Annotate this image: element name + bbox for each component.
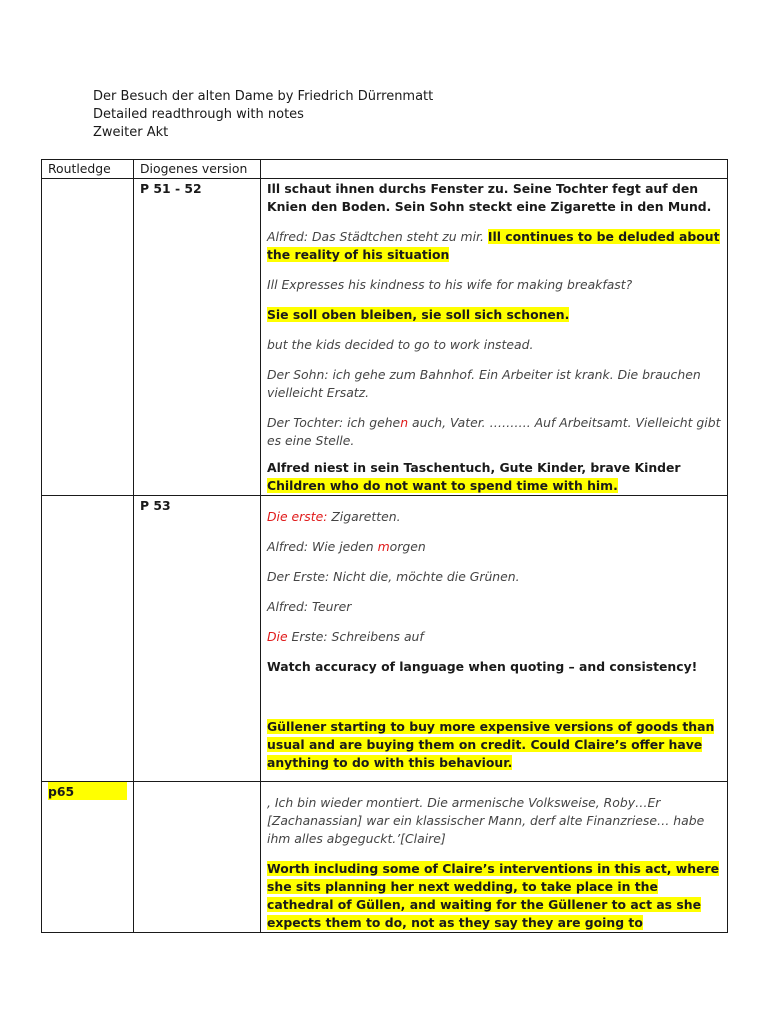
note-paragraph: Der Sohn: ich gehe zum Bahnhof. Ein Arbeiter ist krank. Die brauchen vielleicht Ersatz. <box>267 367 701 400</box>
diogenes-cell <box>134 496 261 782</box>
routledge-cell <box>42 782 134 933</box>
correction-mark: Die erste: <box>267 509 328 524</box>
routledge-cell <box>42 179 134 496</box>
correction-mark: n <box>400 415 409 430</box>
diogenes-cell <box>134 179 261 496</box>
notes-cell <box>261 496 728 782</box>
note-paragraph: Die erste: Zigaretten. <box>267 509 401 524</box>
act-label: Zweiter Akt <box>93 125 169 140</box>
table-row <box>42 496 728 782</box>
note-paragraph: but the kids decided to go to work instead. <box>267 337 534 352</box>
header-routledge: Routledge <box>42 160 134 179</box>
correction-mark: Die <box>267 629 288 644</box>
note-paragraph: Ill Expresses his kindness to his wife for making breakfast? <box>267 277 633 292</box>
highlighted-note: Sie soll oben bleiben, sie soll sich schonen. <box>267 307 570 322</box>
table-row <box>42 179 728 496</box>
notes-cell <box>261 179 728 496</box>
table-header-row <box>42 160 728 179</box>
note-paragraph: Alfred: Teurer <box>267 599 352 614</box>
note-paragraph: Alfred: Das Städtchen steht zu mir. Ill continues to be deluded about the reality of his situation <box>267 229 720 262</box>
note-paragraph <box>267 860 721 932</box>
note-paragraph: Ill schaut ihnen durchs Fenster zu. Seine Tochter fegt auf den Knien den Boden. Sein Sohn steckt eine Zigarette in den Mund. <box>267 181 712 214</box>
correction-mark: m <box>377 539 390 554</box>
diogenes-cell <box>134 782 261 933</box>
document-subtitle: Detailed readthrough with notes <box>93 107 304 122</box>
note-paragraph: Die Erste: Schreibens auf <box>267 629 424 644</box>
note-paragraph: Alfred niest in sein Taschentuch, Gute Kinder, brave Kinder Children who do not want to spend time with him. <box>267 460 681 493</box>
highlighted-note: Worth including some of Claire’s interventions in this act, where she sits planning her next wedding, to take place in the cathedral of Güllen, and waiting for the Güllener to act as she expects them to do, not as they say they are going to <box>267 861 719 930</box>
highlighted-note: Ill continues to be deluded about the reality of his situation <box>267 229 720 262</box>
highlighted-note: Güllener starting to buy more expensive versions of goods than usual and are buying them on credit. Could Claire’s offer have anything to do with this behaviour. <box>267 719 715 770</box>
note-paragraph: Alfred: Wie jeden morgen <box>267 539 426 554</box>
notes-cell <box>261 782 728 933</box>
notes-table <box>41 159 728 933</box>
note-paragraph: Der Erste: Nicht die, möchte die Grünen. <box>267 569 520 584</box>
header-diogenes: Diogenes version <box>134 160 261 179</box>
page-ref: P 53 <box>140 498 171 513</box>
note-paragraph: Der Tochter: ich gehen auch, Vater. ………. Auf Arbeitsamt. Vielleicht gibt es eine Stelle. <box>267 415 721 448</box>
note-paragraph <box>267 718 721 772</box>
table-row <box>42 782 728 933</box>
note-paragraph: Watch accuracy of language when quoting – and consistency! <box>267 659 698 674</box>
header-notes <box>261 160 728 179</box>
note-paragraph: , Ich bin wieder montiert. Die armenische Volksweise, Roby…Er [Zachanassian] war ein klassischer Mann, derf alte Finanzriese… habe ihm alles abgeguckt.’[Claire] <box>267 795 705 846</box>
page-ref: p65 <box>48 782 127 800</box>
routledge-cell <box>42 496 134 782</box>
note-paragraph <box>267 306 721 324</box>
document-title: Der Besuch der alten Dame by Friedrich Dürrenmatt <box>93 89 434 104</box>
highlighted-note: Children who do not want to spend time with him. <box>267 478 618 493</box>
document-header <box>93 88 433 142</box>
page-ref: P 51 - 52 <box>140 181 202 196</box>
